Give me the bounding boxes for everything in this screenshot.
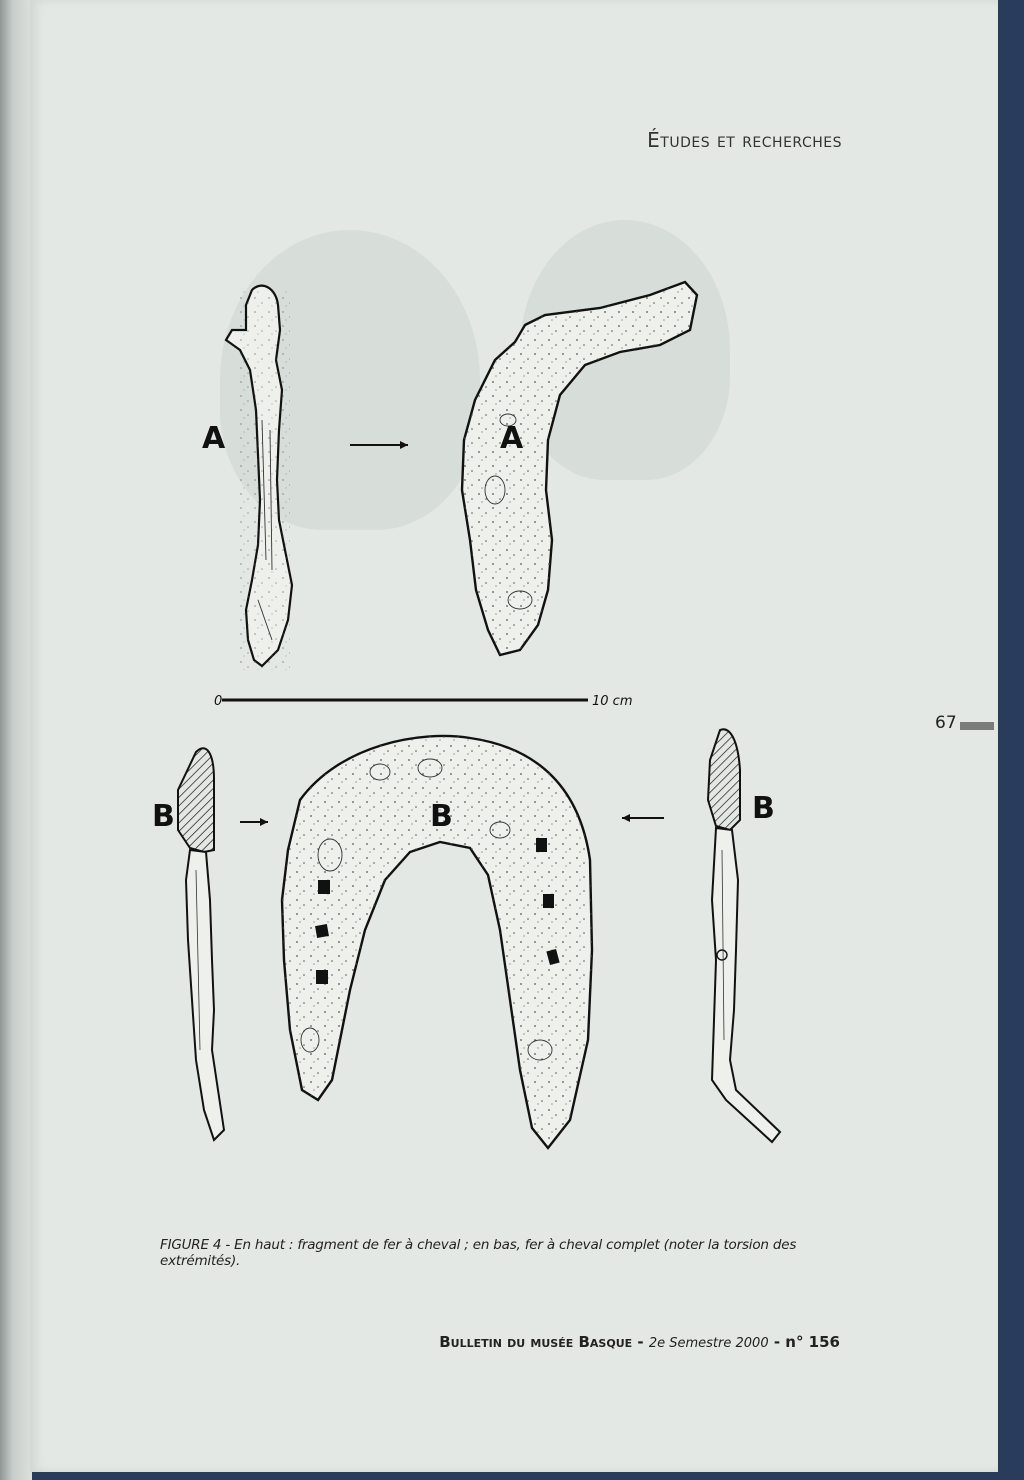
- label-b-right: B: [752, 791, 775, 826]
- footer-publication: Bulletin du musée Basque: [439, 1333, 633, 1351]
- page-footer: Bulletin du musée Basque - 2e Semestre 2000 - n° 156: [439, 1333, 840, 1351]
- nail-hole: [536, 838, 547, 852]
- nail-hole: [318, 880, 330, 894]
- horseshoe-b-profile-left: [178, 748, 224, 1140]
- figure-caption: FIGURE 4 - En haut : fragment de fer à cheval ; en bas, fer à cheval complet (noter la torsion des extrémités).: [160, 1237, 797, 1269]
- scale-bar: [214, 694, 633, 709]
- nail-hole: [315, 924, 329, 938]
- arrow-b-left: [240, 818, 268, 826]
- label-b-left: B: [152, 799, 175, 834]
- footer-number: n° 156: [785, 1333, 840, 1351]
- page-number: 67: [935, 713, 957, 733]
- nail-hole: [543, 894, 554, 908]
- running-head-text: Études et recherches: [647, 128, 842, 152]
- footer-issue: 2e Semestre 2000: [648, 1336, 769, 1351]
- arrow-a: [350, 441, 408, 449]
- arrow-b-right: [622, 814, 664, 822]
- fragment-a-profile: [226, 286, 292, 670]
- label-a-left: A: [202, 421, 226, 456]
- fragment-a-face: [462, 282, 697, 655]
- label-b-center: B: [430, 799, 453, 834]
- label-a-right: A: [500, 421, 524, 456]
- nail-hole: [316, 970, 328, 984]
- horseshoe-b-face: [282, 736, 592, 1148]
- scale-end-label: 10 cm: [592, 694, 633, 709]
- scale-start-label: 0: [214, 694, 223, 709]
